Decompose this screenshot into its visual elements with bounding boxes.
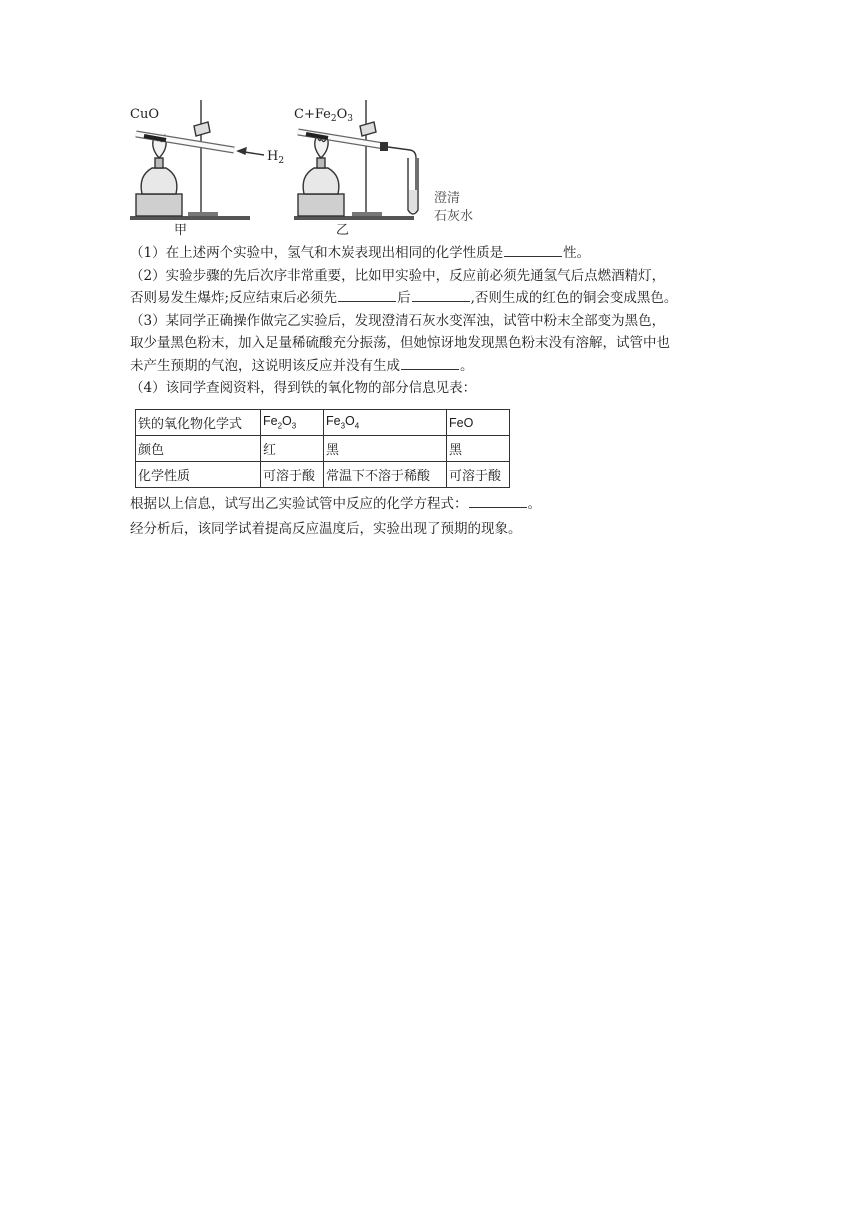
table-cell: 常温下不溶于稀酸 xyxy=(324,462,447,488)
conclusion-line: 经分析后，该同学试着提高反应温度后，实验出现了预期的现象。 xyxy=(130,521,522,537)
table-cell-fe2o3: $Fe_2O_3$ xyxy=(261,410,324,436)
table-cell-fe3o4: $Fe_3O_4$ xyxy=(324,410,447,436)
table-row xyxy=(136,462,510,488)
question-3-line-3: 未产生预期的气泡，这说明该反应并没有生成 。 xyxy=(130,357,474,374)
answer-blank-2b[interactable] xyxy=(412,289,470,302)
caption-yi: 乙 xyxy=(336,223,350,236)
question-text xyxy=(130,242,730,400)
caption-jia: 甲 xyxy=(174,223,188,236)
follow-up-text xyxy=(130,492,730,542)
table-cell: 黑 xyxy=(447,436,510,462)
answer-blank-3[interactable] xyxy=(401,357,459,370)
table-header-cell: 颜色 xyxy=(136,436,261,462)
table-cell: 可溶于酸 xyxy=(447,462,510,488)
question-3-line-2: 取少量黑色粉末，加入足量稀硫酸充分振荡，但她惊讶地发现黑色粉末没有溶解，试管中也 xyxy=(130,335,670,351)
answer-blank-2a[interactable] xyxy=(338,289,396,302)
apparatus-figure xyxy=(122,98,502,236)
table-cell: 可溶于酸 xyxy=(261,462,324,488)
table-cell: 红 xyxy=(261,436,324,462)
h2-label: $H_2$ xyxy=(267,149,285,166)
table-cell-feo: FeO xyxy=(447,410,510,436)
limewater-label-1: 澄清 xyxy=(434,191,461,206)
question-4-line-1: （4）该同学查阅资料，得到铁的氧化物的部分信息见表： xyxy=(130,380,477,396)
question-2-line-2: 否则易发生爆炸;反应结束后必须先 后 ,否则生成的红色的铜会变成黑色。 xyxy=(130,290,678,306)
table-row xyxy=(136,410,510,436)
answer-blank-equation[interactable] xyxy=(469,495,527,508)
equation-prompt: 根据以上信息，试写出乙实验试管中反应的化学方程式： 。 xyxy=(130,496,541,512)
table-cell: 黑 xyxy=(324,436,447,462)
table-row xyxy=(136,436,510,462)
question-3-line-1: （3）某同学正确操作做完乙实验后，发现澄清石灰水变浑浊，试管中粉末全部变为黑色， xyxy=(130,312,666,329)
question-1: （1）在上述两个实验中，氢气和木炭表现出相同的化学性质是 性。 xyxy=(130,245,591,261)
c-fe2o3-label: $C+Fe_2O_3$ xyxy=(294,107,353,124)
table-header-cell: 铁的氧化物化学式 xyxy=(136,410,261,436)
question-2-line-1: （2）实验步骤的先后次序非常重要，比如甲实验中，反应前必须先通氢气后点燃酒精灯， xyxy=(130,267,666,284)
table-header-cell: 化学性质 xyxy=(136,462,261,488)
answer-blank-1[interactable] xyxy=(504,244,562,257)
iron-oxide-table xyxy=(135,409,510,488)
limewater-label-2: 石灰水 xyxy=(434,209,474,224)
cuo-label: CuO xyxy=(130,107,159,122)
